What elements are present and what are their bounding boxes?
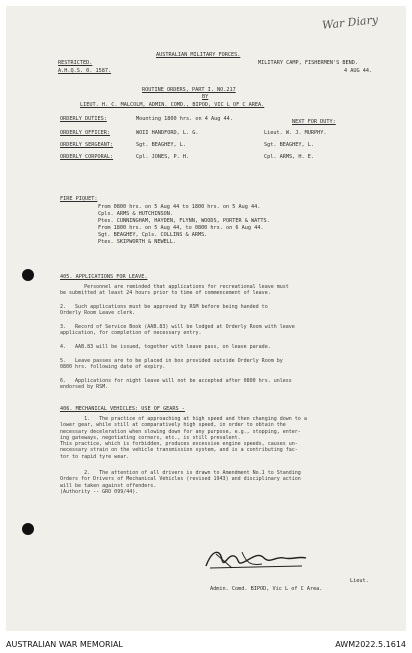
signature-appointment: Admin. Comd. BIPOD, Vic L of C Area. [210, 586, 323, 592]
title-line-3: LIEUT. H. C. MALCOLM, ADMIN. COMD., BIPOD, VIC L OF C AREA. [80, 102, 265, 108]
next-for-duty-heading: NEXT FOR DUTY: [292, 119, 336, 125]
organisation-heading: AUSTRALIAN MILITARY FORCES. [156, 52, 241, 58]
duty-next: Lieut. W. J. MURPHY. [264, 130, 327, 136]
duty-label: ORDERLY CORPORAL: [60, 154, 114, 160]
section-405-para: 5. Leave passes are to be placed in box provided outside Orderly Room by 0800 hrs. following date of expiry. [60, 358, 283, 371]
section-406-para: 1. The practice of approaching at high speed and then changing down to a lower gear, while still at comparatively high speed, in order to obtain the necessary deceleration when slowing down for any purpose, e.g., stopping, enter- ing gateways, negotiating corners, etc., is still prevalent. This practice, which is forbidden, produces excessive engine speeds, causes un- necessary strain on the vehicle transmission system, and is a contributing fac- tor to rapid tyre wear. [60, 416, 307, 460]
section-405-para: 2. Such applications must be approved by RSM before being handed to Orderly Room Leave clerk. [60, 304, 268, 317]
date: 4 AUG 44. [344, 68, 373, 74]
document-page [6, 6, 406, 631]
section-405-heading: 405. APPLICATIONS FOR LEAVE. [60, 274, 148, 280]
section-405-para: 4. AAB.83 will be issued, together with leave pass, on leave parade. [60, 344, 271, 350]
section-405-para: 6. Applications for night leave will not be accepted after 0800 hrs. unless endorsed by RSM. [60, 378, 292, 391]
duty-next: Cpl. ARMS, H. E. [264, 154, 314, 160]
section-405-para: Personnel are reminded that applications for recreational leave must be submitted at least 24 hours prior to time of commencement of leave. [60, 284, 289, 297]
duty-value: Cpl. JONES, P. H. [136, 154, 190, 160]
fire-piquet-line: Ptes. CUNNINGHAM, HAYDEN, FLYNN, WOODS, PORTER & WATTS. [98, 218, 270, 224]
duty-value: Mounting 1800 hrs. on 4 Aug 44. [136, 116, 233, 122]
footer-right: AWM2022.5.1614 [335, 640, 406, 649]
section-405-para: 3. Record of Service Book (AAB.83) will be lodged at Orderly Room with leave application, for completion of necessary entry. [60, 324, 295, 337]
punch-hole [22, 269, 34, 281]
section-406-para: 2. The attention of all drivers is drawn to Amendment No.1 to Standing Orders for Drivers of Mechanical Vehicles (revised 1943) and disciplinary action will be taken against offenders. (Authority -- GRO 099/44). [60, 470, 301, 495]
fire-piquet-line: From 1800 hrs. on 5 Aug 44, to 0800 hrs. on 6 Aug 44. [98, 225, 264, 231]
duty-value: WOII HANDFORD, L. G. [136, 130, 199, 136]
signature-rank: Lieut. [350, 578, 369, 584]
fire-piquet-heading: FIRE PIQUET: [60, 196, 98, 202]
duty-next: Sgt. BEAGHEY, L. [264, 142, 314, 148]
duty-label: ORDERLY DUTIES: [60, 116, 107, 122]
punch-hole [22, 523, 34, 535]
duty-label: ORDERLY SERGEANT: [60, 142, 114, 148]
duty-label: ORDERLY OFFICER: [60, 130, 110, 136]
title-line-2: BY [202, 94, 209, 100]
handwritten-note: War Diary [321, 13, 379, 32]
location: MILITARY CAMP, FISHERMEN'S BEND. [258, 60, 358, 66]
fire-piquet-line: Ptes. SKIPWORTH & NEWELL. [98, 239, 177, 245]
section-406-heading: 406. MECHANICAL VEHICLES: USE OF GEARS - [60, 406, 185, 412]
fire-piquet-line: Sgt. BEAGHEY, Cpls. COLLINS & ARMS. [98, 232, 208, 238]
restricted-label: RESTRICTED. [58, 60, 93, 66]
fire-piquet-line: Cpls. ARMS & HUTCHINSON. [98, 211, 173, 217]
duty-value: Sgt. BEAGHEY, L. [136, 142, 186, 148]
signature [202, 546, 312, 572]
footer-left: AUSTRALIAN WAR MEMORIAL [6, 640, 123, 649]
title-line-1: ROUTINE ORDERS, PART I. NO.217 [142, 87, 236, 93]
reference-number: A.H.Q.S. 0. 1587. [58, 68, 112, 74]
fire-piquet-line: From 0800 hrs. on 5 Aug 44 to 1800 hrs. on 5 Aug 44. [98, 204, 261, 210]
